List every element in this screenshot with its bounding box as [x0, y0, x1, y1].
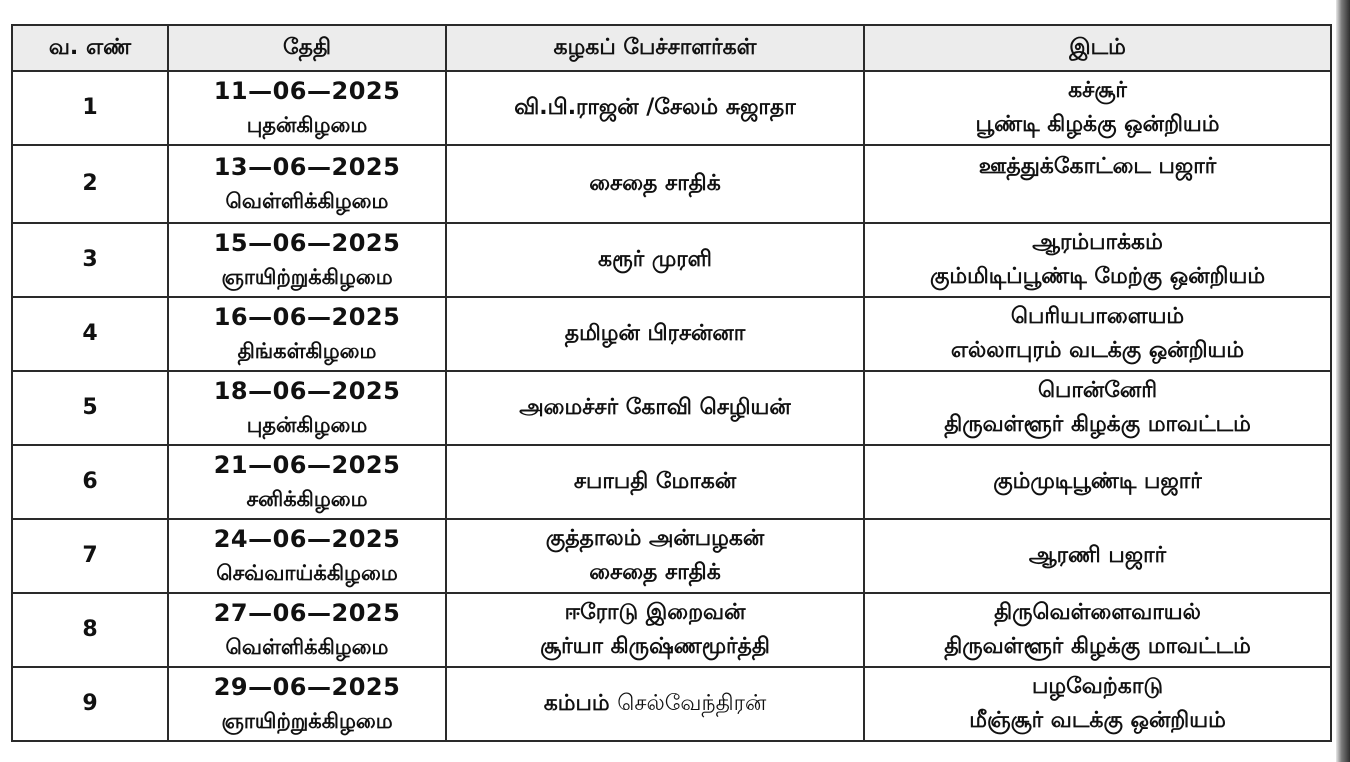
weekday-text: செவ்வாய்க்கிழமை	[216, 561, 398, 585]
table-row	[12, 593, 1331, 667]
serial-number-cell: 6	[12, 445, 168, 519]
venue-line: பூண்டி கிழக்கு ஒன்றியம்	[975, 112, 1220, 137]
venue-cell	[864, 145, 1331, 223]
date-text: 11—06—2025	[213, 77, 401, 105]
weekday-text: திங்கள்கிழமை	[237, 339, 377, 363]
speaker-name: சைதை சாதிக்	[589, 171, 721, 196]
table-row	[12, 297, 1331, 371]
serial-number-cell: 4	[12, 297, 168, 371]
venue-line: ஆரம்பாக்கம்	[1032, 230, 1163, 255]
speaker-name-light: செல்வேந்திரன்	[617, 691, 767, 716]
weekday-text: ஞாயிற்றுக்கிழமை	[221, 265, 393, 289]
venue-line: திருவள்ளூர் கிழக்கு மாவட்டம்	[944, 634, 1251, 659]
date-cell	[168, 71, 446, 145]
table-row	[12, 519, 1331, 593]
date-text: 27—06—2025	[213, 599, 401, 627]
date-cell	[168, 297, 446, 371]
speaker-name: வி.பி.ராஜன் /சேலம் சுஜாதா	[514, 95, 796, 120]
table-row	[12, 223, 1331, 297]
speaker-name: ஈரோடு இறைவன்	[564, 600, 746, 625]
venue-cell	[864, 519, 1331, 593]
date-cell	[168, 667, 446, 741]
date-cell	[168, 519, 446, 593]
table-row	[12, 371, 1331, 445]
speaker-name: அமைச்சர் கோவி செழியன்	[519, 395, 791, 420]
header-venue: இடம்	[864, 25, 1331, 71]
venue-line: எல்லாபுரம் வடக்கு ஒன்றியம்	[950, 338, 1245, 363]
header-serial-number: வ. எண்	[12, 25, 168, 71]
serial-number-cell: 1	[12, 71, 168, 145]
date-cell	[168, 445, 446, 519]
date-text: 13—06—2025	[213, 153, 401, 181]
table-row	[12, 71, 1331, 145]
speaker-name	[447, 687, 863, 721]
venue-line: திருவெள்ளைவாயல்	[994, 600, 1201, 625]
table-header-row	[12, 25, 1331, 71]
speaker-name: சூர்யா கிருஷ்ணமூர்த்தி	[540, 634, 770, 659]
speaker-name: குத்தாலம் அன்பழகன்	[545, 526, 765, 551]
venue-line: மீஞ்சூர் வடக்கு ஒன்றியம்	[969, 708, 1226, 733]
serial-number-cell: 3	[12, 223, 168, 297]
table-row	[12, 445, 1331, 519]
speakers-cell	[446, 71, 864, 145]
serial-number-cell: 7	[12, 519, 168, 593]
weekday-text: வெள்ளிக்கிழமை	[225, 635, 389, 659]
serial-number-cell: 2	[12, 145, 168, 223]
speakers-cell	[446, 519, 864, 593]
speaker-name: தமிழன் பிரசன்னா	[564, 321, 746, 346]
venue-cell	[864, 297, 1331, 371]
speaker-name-bold: கம்பம்	[543, 691, 610, 716]
date-cell	[168, 371, 446, 445]
date-text: 16—06—2025	[213, 303, 401, 331]
speakers-cell	[446, 593, 864, 667]
date-text: 15—06—2025	[213, 229, 401, 257]
venue-cell	[864, 667, 1331, 741]
weekday-text: வெள்ளிக்கிழமை	[225, 189, 389, 213]
serial-number-cell: 8	[12, 593, 168, 667]
speakers-cell	[446, 297, 864, 371]
venue-line: கச்சூர்	[1068, 78, 1127, 103]
header-date: தேதி	[168, 25, 446, 71]
serial-number-cell: 9	[12, 667, 168, 741]
venue-cell	[864, 445, 1331, 519]
speaker-name: கரூர் முரளி	[598, 247, 712, 272]
speakers-cell	[446, 145, 864, 223]
weekday-text: புதன்கிழமை	[246, 113, 368, 137]
date-text: 18—06—2025	[213, 377, 401, 405]
venue-cell	[864, 71, 1331, 145]
venue-line: திருவள்ளூர் கிழக்கு மாவட்டம்	[944, 412, 1251, 437]
venue-line: பெரியபாளையம்	[1010, 304, 1185, 329]
weekday-text: ஞாயிற்றுக்கிழமை	[221, 709, 393, 733]
venue-line: பழவேற்காடு	[1032, 674, 1163, 699]
speakers-cell	[446, 667, 864, 741]
speakers-cell	[446, 445, 864, 519]
speaker-schedule-table	[11, 24, 1332, 742]
date-cell	[168, 593, 446, 667]
date-text: 24—06—2025	[213, 525, 401, 553]
venue-line: ஊத்துக்கோட்டை பஜார்	[978, 154, 1217, 179]
weekday-text: புதன்கிழமை	[246, 413, 368, 437]
venue-cell	[864, 593, 1331, 667]
venue-line: ஆரணி பஜார்	[1028, 543, 1167, 568]
table-row	[12, 667, 1331, 741]
speaker-name: சபாபதி மோகன்	[573, 469, 737, 494]
header-speakers: கழகப் பேச்சாளர்கள்	[446, 25, 864, 71]
venue-cell	[864, 223, 1331, 297]
table-row	[12, 145, 1331, 223]
date-text: 29—06—2025	[213, 673, 401, 701]
venue-line: கும்முடிபூண்டி பஜார்	[993, 469, 1202, 494]
speaker-name: சைதை சாதிக்	[589, 560, 721, 585]
serial-number-cell: 5	[12, 371, 168, 445]
speakers-cell	[446, 371, 864, 445]
weekday-text: சனிக்கிழமை	[246, 487, 368, 511]
date-text: 21—06—2025	[213, 451, 401, 479]
date-cell	[168, 223, 446, 297]
photo-right-edge	[1336, 0, 1350, 762]
venue-cell	[864, 371, 1331, 445]
venue-line: கும்மிடிப்பூண்டி மேற்கு ஒன்றியம்	[929, 264, 1266, 289]
speakers-cell	[446, 223, 864, 297]
venue-line: பொன்னேரி	[1037, 378, 1158, 403]
date-cell	[168, 145, 446, 223]
